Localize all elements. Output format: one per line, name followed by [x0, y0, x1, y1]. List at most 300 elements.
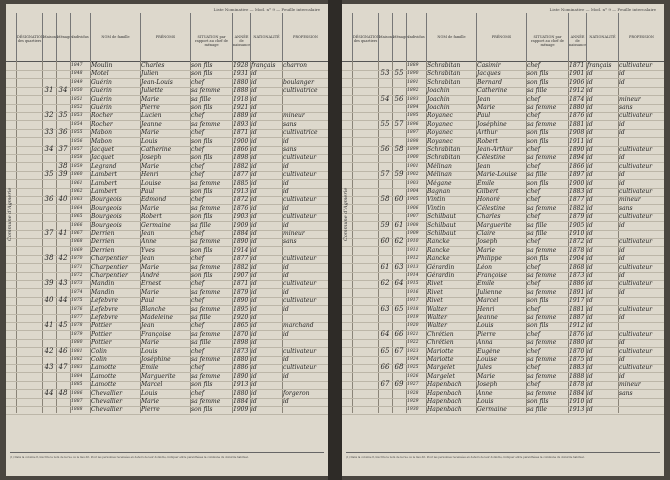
cell-prenom: Henri [141, 171, 159, 179]
cell-prenom: Pierre [477, 330, 496, 338]
cell-prenom: Anne [141, 238, 157, 246]
cell-ind: 1861 [71, 180, 83, 186]
cell-an: 1907 [233, 272, 249, 279]
cell-an: 1873 [569, 272, 585, 279]
cell-nat: id [587, 221, 593, 229]
cell-ind: 1912 [407, 256, 419, 262]
cell-hh: 48 [58, 388, 68, 397]
cell-sit: son fils [191, 272, 213, 279]
cell-an: 1889 [233, 112, 249, 120]
cell-sit: chef [527, 62, 540, 69]
cell-an: 1904 [569, 255, 585, 263]
cell-ind: 1866 [71, 222, 83, 228]
cell-sit: chef [527, 381, 540, 389]
cell-ind: 1848 [71, 71, 83, 77]
cell-an: 1913 [569, 406, 585, 414]
cell-ind: 1872 [71, 273, 83, 278]
cell-ind: 1897 [407, 130, 419, 136]
cell-nat: id [251, 297, 257, 305]
cell-an: 1872 [569, 238, 585, 246]
cell-sit: chef [527, 146, 540, 153]
cell-house: 42 [44, 346, 54, 355]
column-headers [6, 13, 328, 62]
cell-an: 1868 [569, 263, 585, 271]
cell-house: 66 [380, 363, 390, 372]
cell-nat: id [587, 179, 593, 187]
cell-prof: id [619, 120, 625, 128]
cell-nat: français [251, 62, 276, 69]
cell-ind: 1847 [71, 63, 83, 68]
cell-prenom: Jules [477, 364, 492, 372]
cell-sit: chef [527, 347, 540, 355]
cell-prenom: Casimir [477, 62, 501, 69]
cell-nom: Derrien [91, 246, 115, 254]
cell-sit: chef [191, 162, 204, 170]
cell-nat: id [587, 398, 593, 405]
cell-prenom: Marie [477, 104, 496, 111]
cell-an: 1871 [569, 62, 585, 69]
column-header: NATIONALITÉ [586, 13, 618, 61]
cell-sit: sa femme [191, 288, 221, 296]
cell-prof: sans [619, 104, 633, 111]
cell-nat: id [251, 87, 257, 95]
cell-nom: Lambert [91, 188, 117, 195]
cell-prof: mineur [283, 230, 305, 237]
cell-prenom: Louis [141, 347, 158, 355]
cell-prenom: Charles [141, 62, 165, 69]
cell-nat: id [587, 288, 593, 296]
cell-hh: 46 [58, 346, 68, 355]
cell-prof: id [619, 179, 625, 187]
cell-prof: id [283, 263, 289, 271]
cell-sit: son fils [527, 255, 549, 263]
cell-sit: son fils [191, 137, 213, 145]
cell-nom: Colin [91, 347, 107, 355]
cell-ind: 1899 [407, 147, 419, 152]
cell-ind: 1851 [71, 96, 83, 102]
cell-an: 1879 [233, 288, 249, 296]
cell-nom: Pottier [91, 322, 112, 330]
right-page [342, 4, 664, 476]
cell-ind: 1929 [407, 399, 419, 404]
cell-sit: son fils [191, 246, 213, 254]
cell-nom: Lamotte [91, 372, 117, 380]
cell-prenom: André [141, 272, 160, 279]
cell-prof: id [619, 70, 625, 78]
cell-nat: id [587, 129, 593, 137]
cell-sit: chef [191, 112, 204, 120]
cell-sit: sa femme [527, 339, 557, 347]
column-header: ANNÉE de naissance [232, 13, 250, 61]
cell-hh: 56 [394, 94, 404, 103]
cell-nom: Mabon [91, 137, 113, 145]
column-header: ANNÉE de naissance [568, 13, 586, 61]
cell-nom: Guérin [91, 87, 112, 95]
cell-nom: Chevallier [91, 389, 123, 397]
cell-prof: cultivateur [283, 154, 317, 162]
cell-an: 1880 [233, 78, 249, 86]
cell-ind: 1865 [71, 214, 83, 220]
cell-prof: cultivateur [619, 162, 653, 170]
cell-nat: id [251, 213, 257, 221]
cell-nom: Colin [91, 356, 107, 363]
cell-an: 1910 [569, 398, 585, 405]
cell-an: 1871 [233, 129, 249, 137]
cell-prenom: Françoise [477, 272, 507, 279]
cell-prenom: Juliette [141, 87, 164, 95]
cell-an: 1870 [569, 347, 585, 355]
column-header: PRÉNOMS [140, 13, 190, 61]
cell-an: 1865 [233, 322, 249, 330]
cell-prenom: Jean [141, 230, 155, 237]
cell-hh: 62 [394, 237, 404, 246]
cell-sit: sa femme [527, 204, 557, 212]
cell-house: 39 [44, 279, 54, 288]
cell-sit: chef [191, 347, 204, 355]
cell-prof: id [619, 255, 625, 263]
cell-prof: cultivateur [283, 364, 317, 372]
cell-ind: 1921 [407, 331, 419, 337]
cell-prenom: Marie [141, 129, 160, 137]
cell-prof: cultivateur [619, 146, 653, 153]
cell-prof: cultivateur [283, 171, 317, 179]
cell-nom: Chrétien [427, 339, 454, 347]
cell-ind: 1888 [71, 407, 83, 413]
side-label: Commune d'Agmerie [7, 187, 13, 241]
cell-nom: Lefebvre [91, 305, 118, 313]
cell-prof: marchand [283, 322, 314, 330]
cell-prof: id [619, 78, 625, 86]
cell-prenom: Jean-Arthur [477, 146, 513, 153]
cell-prof: id [283, 356, 289, 363]
cell-an: 1909 [233, 406, 249, 414]
cell-house: 55 [380, 119, 390, 128]
cell-sit: chef [191, 196, 204, 204]
cell-prof: sans [283, 238, 297, 246]
cell-nom: Lefebvre [91, 314, 118, 321]
cell-ind: 1903 [407, 180, 419, 186]
cell-sit: sa femme [527, 389, 557, 397]
cell-an: 1883 [569, 188, 585, 195]
cell-prenom: Célestine [477, 204, 506, 212]
cell-hh: 64 [394, 279, 404, 288]
column-header: PROFESSION [282, 13, 328, 61]
cell-prof: cultivateur [283, 196, 317, 204]
cell-nom: Mégane [427, 179, 452, 187]
cell-prenom: Jean [477, 162, 491, 170]
cell-hh: 69 [394, 380, 404, 389]
cell-sit: son fils [527, 179, 549, 187]
cell-sit: sa femme [527, 246, 557, 254]
cell-prof: cultivateur [283, 255, 317, 263]
cell-nat: id [251, 70, 257, 78]
cell-prof: cultivateur [283, 280, 317, 288]
cell-nom: Derrien [91, 238, 115, 246]
cell-hh: 47 [58, 363, 68, 372]
cell-ind: 1919 [407, 315, 419, 320]
cell-prof: cultivateur [619, 112, 653, 120]
cell-prof: sans [283, 120, 297, 128]
cell-nat: id [587, 255, 593, 263]
cell-prenom: Jean [477, 95, 491, 103]
cell-prof [619, 405, 663, 414]
cell-ind: 1930 [407, 407, 419, 413]
cell-prenom: Joseph [141, 154, 162, 162]
cell-prenom: Marie [141, 263, 160, 271]
cell-house: 31 [44, 86, 54, 95]
cell-nat: id [251, 238, 257, 246]
cell-prenom: Célestine [477, 154, 506, 162]
table-row [342, 405, 664, 415]
cell-an: 1876 [569, 330, 585, 338]
cell-sit: chef [527, 188, 540, 195]
cell-prenom: Jean [141, 255, 155, 263]
cell-prof: cultivateur [619, 263, 653, 271]
cell-an: 1901 [569, 70, 585, 78]
cell-prenom: Joséphine [141, 356, 171, 363]
cell-nat: id [251, 356, 257, 363]
cell-ind: 1893 [407, 96, 419, 102]
cell-house: 36 [44, 195, 54, 204]
column-header: PRÉNOMS [476, 13, 526, 61]
cell-ind: 1925 [407, 365, 419, 371]
cell-hh: 38 [58, 161, 68, 170]
cell-sit: chef [527, 112, 540, 120]
cell-ind: 1890 [407, 71, 419, 77]
cell-nat: id [251, 112, 257, 120]
cell-prof: cultivateur [283, 213, 317, 221]
cell-prenom: Pierre [141, 104, 160, 111]
cell-an: 1903 [233, 213, 249, 221]
cell-nat: id [587, 112, 593, 120]
column-header: Maisons [378, 13, 392, 61]
cell-sit: sa femme [527, 104, 557, 111]
cell-house: 40 [44, 296, 54, 305]
cell-nat: id [251, 204, 257, 212]
cell-nom: Royanec [427, 120, 453, 128]
cell-an: 1931 [233, 70, 249, 78]
cell-prenom: Louis [477, 322, 494, 330]
cell-nom: Bourgeois [91, 196, 122, 204]
cell-nat: id [587, 322, 593, 330]
cell-nom: Mandin [91, 280, 115, 288]
cell-nat: id [251, 162, 257, 170]
cell-an: 1913 [233, 188, 249, 195]
cell-prenom: Françoise [141, 330, 171, 338]
cell-ind: 1898 [407, 138, 419, 144]
cell-prenom: Claire [477, 230, 496, 237]
column-header: NATIONALITÉ [250, 13, 282, 61]
cell-sit: sa femme [527, 154, 557, 162]
cell-nat: id [587, 372, 593, 380]
cell-nat: id [251, 255, 257, 263]
cell-prof: id [283, 188, 289, 195]
cell-nom: Hapenbach [427, 389, 462, 397]
cell-house: 67 [380, 380, 390, 389]
cell-prenom: Marie [477, 372, 496, 380]
cell-prenom: Arthur [477, 129, 498, 137]
cell-an: 1882 [233, 162, 249, 170]
cell-nom: Vintin [427, 204, 446, 212]
cell-nom: Mélinan [427, 162, 452, 170]
cell-sit: son fils [191, 213, 213, 221]
cell-nat: id [251, 120, 257, 128]
cell-prenom: Marie-Louise [477, 171, 518, 179]
cell-ind: 1905 [407, 197, 419, 203]
cell-sit: chef [527, 162, 540, 170]
cell-nat: id [587, 263, 593, 271]
column-header: PROFESSION [618, 13, 664, 61]
cell-an: 1884 [569, 389, 585, 397]
cell-an: 1920 [233, 314, 249, 321]
cell-nom: Walter [427, 305, 447, 313]
cell-nom: Royanec [427, 112, 453, 120]
cell-sit: chef [191, 280, 204, 288]
cell-prenom: Yves [141, 246, 155, 254]
cell-prof: sans [619, 389, 633, 397]
cell-prof: id [619, 246, 625, 254]
left-page [6, 4, 328, 476]
column-header: Individus [70, 13, 90, 61]
cell-prenom: Charles [477, 213, 501, 221]
cell-prof: mineur [619, 381, 641, 389]
cell-prenom: Joseph [477, 238, 498, 246]
cell-prof: cultivateur [283, 297, 317, 305]
cell-nom: Schilbaut [427, 213, 456, 221]
cell-sit: sa femme [527, 272, 557, 279]
cell-nat: id [251, 372, 257, 380]
cell-an: 1884 [233, 230, 249, 237]
cell-prof: cultivateur [283, 347, 317, 355]
cell-ind: 1849 [71, 79, 83, 85]
cell-sit: sa fille [191, 95, 211, 103]
cell-nat: id [587, 95, 593, 103]
cell-an: 1906 [569, 78, 585, 86]
cell-an: 1891 [569, 288, 585, 296]
cell-house [43, 405, 55, 414]
cell-prenom: Jacques [477, 70, 501, 78]
column-header: Ménages [56, 13, 70, 61]
cell-nat: id [587, 196, 593, 204]
cell-nom: Lambert [91, 171, 117, 179]
cell-nom: Jacquet [91, 154, 115, 162]
cell-prof: cultivateur [619, 364, 653, 372]
cell-nat: id [251, 322, 257, 330]
cell-prof: mineur [283, 112, 305, 120]
column-header: Maisons [42, 13, 56, 61]
cell-sit: chef [191, 146, 204, 153]
footer-rule [10, 452, 324, 453]
cell-ind: 1907 [407, 214, 419, 220]
cell-sit: chef [191, 297, 204, 305]
cell-hh: 37 [58, 145, 68, 153]
cell-house: 43 [44, 363, 54, 372]
cell-nat: id [587, 305, 593, 313]
cell-an: 1880 [233, 356, 249, 363]
cell-an: 1894 [569, 154, 585, 162]
cell-hh: 67 [394, 346, 404, 355]
cell-nat: id [251, 137, 257, 145]
cell-an: 1881 [569, 305, 585, 313]
cell-prenom: Blanche [141, 305, 166, 313]
cell-hh: 61 [394, 220, 404, 229]
cell-house: 53 [380, 69, 390, 78]
cell-an: 1890 [233, 238, 249, 246]
cell-sit: sa fille [191, 221, 211, 229]
cell-sit: sa fille [527, 171, 547, 179]
cell-an: 1884 [233, 398, 249, 405]
cell-hh: 55 [394, 69, 404, 78]
cell-nom: Guérin [91, 78, 112, 86]
cell-an: 1876 [569, 112, 585, 120]
cell-nat: id [587, 297, 593, 305]
column-header: Ménages [392, 13, 406, 61]
column-header: Individus [406, 13, 426, 61]
cell-nom: Rivet [427, 288, 443, 296]
cell-prenom: Ernest [141, 280, 162, 288]
cell-nom: Chevallier [91, 406, 123, 414]
cell-nat: id [587, 406, 593, 414]
cell-prof: mineur [619, 95, 641, 103]
cell-nom: Joachin [427, 104, 450, 111]
cell-an: 1910 [569, 230, 585, 237]
cell-prenom: Émile [477, 179, 495, 187]
cell-an: 1866 [569, 162, 585, 170]
cell-ind: 1926 [407, 373, 419, 379]
cell-house: 54 [380, 94, 390, 103]
cell-prenom: Marie [141, 95, 160, 103]
cell-prof: cultivateur [619, 62, 653, 69]
cell-ind: 1910 [407, 239, 419, 245]
cell-an: 1880 [569, 339, 585, 347]
cell-an: 1886 [233, 364, 249, 372]
cell-nom: Rancke [427, 255, 450, 263]
cell-ind: 1881 [71, 348, 83, 354]
cell-nom: Chevallier [91, 398, 123, 405]
cell-ind: 1868 [71, 239, 83, 245]
cell-ind: 1924 [407, 357, 419, 362]
cell-sit: sa fille [527, 221, 547, 229]
cell-prof: sans [283, 146, 297, 153]
cell-ind: 1914 [407, 273, 419, 278]
cell-house: 62 [380, 279, 390, 288]
cell-prenom: Germaine [477, 406, 507, 414]
cell-nom: Rivet [427, 297, 443, 305]
cell-sit: sa femme [191, 204, 221, 212]
cell-ind: 1902 [407, 172, 419, 178]
cell-nom: Gérardin [427, 263, 455, 271]
cell-sit: chef [527, 330, 540, 338]
cell-nom: Schrabitan [427, 70, 461, 78]
cell-house: 34 [44, 145, 54, 153]
cell-nat: id [587, 389, 593, 397]
cell-house: 33 [44, 128, 54, 137]
cell-nom: Bourgeois [91, 204, 122, 212]
cell-house: 65 [380, 346, 390, 355]
cell-an: 1874 [569, 95, 585, 103]
cell-an: 1886 [569, 280, 585, 288]
cell-prenom: Louise [141, 179, 162, 187]
cell-nat: id [251, 196, 257, 204]
cell-nom: Bagnan [427, 188, 451, 195]
cell-nat: id [251, 188, 257, 195]
cell-an: 1888 [233, 87, 249, 95]
cell-nom: Derrien [91, 230, 115, 237]
cell-prof: forgeron [283, 389, 310, 397]
cell-house: 38 [44, 254, 54, 263]
cell-house: 44 [44, 388, 54, 397]
cell-nom: Walter [427, 314, 447, 321]
